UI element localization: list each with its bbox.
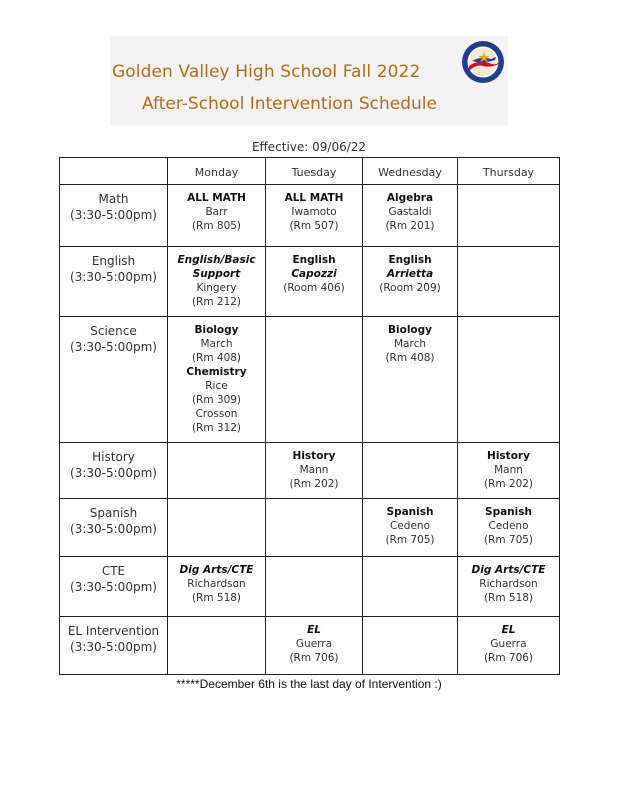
course-detail: Guerra (295, 638, 333, 650)
schedule-cell (266, 617, 363, 675)
course-detail: (Rm 408) (191, 352, 242, 364)
column-header-thursday: Thursday (458, 158, 560, 185)
subject-cell (60, 317, 168, 443)
course-title: Biology (194, 324, 239, 336)
course-detail: Mann (494, 464, 523, 476)
table-row (60, 617, 560, 675)
course-detail: Kingery (196, 282, 237, 294)
course-title: Spanish (386, 506, 434, 518)
subject-cell (60, 185, 168, 247)
subject-name: EL Intervention (67, 624, 160, 638)
schedule-cell (363, 317, 458, 443)
course-detail: Richardson (479, 578, 538, 590)
schedule-cell (363, 185, 458, 247)
schedule-cell (363, 499, 458, 557)
schedule-cell (363, 557, 458, 617)
course-detail: (Rm 202) (289, 478, 339, 490)
schedule-cell (458, 247, 560, 317)
footnote: *****December 6th is the last day of Intervention :) (176, 677, 442, 691)
course-teacher: Capozzi (291, 268, 337, 280)
course-detail: (Rm 518) (483, 592, 534, 604)
subject-name: CTE (101, 564, 126, 578)
subject-time: (3:30-5:00pm) (70, 522, 157, 536)
course-detail: March (200, 338, 233, 350)
course-title: Algebra (386, 192, 434, 204)
course-detail: Mann (299, 464, 329, 476)
table-row (60, 185, 560, 247)
schedule-cell (363, 247, 458, 317)
course-title: Dig Arts/CTE (179, 564, 254, 576)
schedule-cell (168, 185, 266, 247)
page-subtitle: After-School Intervention Schedule (142, 94, 437, 114)
schedule-cell (458, 317, 560, 443)
course-detail: (Rm 705) (385, 534, 435, 546)
schedule-cell (168, 317, 266, 443)
school-logo-icon (461, 40, 505, 84)
schedule-cell (363, 443, 458, 499)
course-detail: (Rm 312) (191, 422, 242, 434)
schedule-cell (168, 617, 266, 675)
course-detail: Cedeno (488, 520, 529, 532)
course-detail: (Rm 309) (191, 394, 242, 406)
course-title: History (487, 450, 530, 462)
subject-time: (3:30-5:00pm) (70, 580, 157, 594)
table-row (60, 499, 560, 557)
subject-cell (60, 247, 168, 317)
course-title: Dig Arts/CTE (471, 564, 546, 576)
course-detail: (Rm 518) (191, 592, 242, 604)
table-row (60, 557, 560, 617)
course-detail: (Room 209) (379, 282, 441, 294)
schedule-cell (168, 247, 266, 317)
course-detail: Guerra (490, 638, 527, 650)
subject-cell (60, 499, 168, 557)
course-title: History (292, 450, 336, 462)
course-detail: (Rm 507) (289, 220, 339, 232)
course-detail: (Rm 212) (191, 296, 242, 308)
course-detail: (Room 406) (283, 282, 345, 294)
subject-time: (3:30-5:00pm) (70, 270, 157, 284)
course-detail: Cedeno (390, 520, 430, 532)
course-title: English (388, 254, 432, 266)
schedule-cell (458, 443, 560, 499)
course-detail: (Rm 706) (483, 652, 534, 664)
course-detail: (Rm 201) (385, 220, 435, 232)
course-title: English (292, 254, 336, 266)
schedule-table (59, 157, 560, 675)
subject-time: (3:30-5:00pm) (70, 340, 157, 354)
subject-time: (3:30-5:00pm) (70, 640, 157, 654)
course-title: Biology (388, 324, 432, 336)
course-title: EL (307, 624, 321, 636)
course-detail: (Rm 805) (191, 220, 242, 232)
schedule-cell (168, 557, 266, 617)
course-title: ALL MATH (284, 192, 344, 204)
course-detail: (Rm 202) (483, 478, 534, 490)
course-teacher: Arrietta (386, 268, 434, 280)
schedule-cell (266, 557, 363, 617)
course-title: EL (501, 624, 516, 636)
course-detail: Rice (205, 380, 228, 392)
course-detail: Barr (205, 206, 228, 218)
schedule-cell (458, 499, 560, 557)
header-corner-cell (60, 158, 168, 185)
table-row (60, 443, 560, 499)
subject-time: (3:30-5:00pm) (70, 208, 157, 222)
table-header-row (60, 158, 560, 185)
course-detail: (Rm 706) (289, 652, 339, 664)
schedule-cell (168, 499, 266, 557)
table-row (60, 247, 560, 317)
course-title: Spanish (485, 506, 532, 518)
schedule-cell (266, 499, 363, 557)
schedule-cell (363, 617, 458, 675)
subject-name: Math (98, 192, 129, 206)
subject-cell (60, 617, 168, 675)
schedule-cell (266, 317, 363, 443)
subject-cell (60, 557, 168, 617)
course-detail: Richardson (187, 578, 246, 590)
course-title: Chemistry (186, 366, 247, 378)
effective-date: Effective: 09/06/22 (251, 140, 367, 154)
subject-name: History (92, 450, 135, 464)
course-detail: (Rm 705) (483, 534, 534, 546)
schedule-cell (266, 247, 363, 317)
page-title: Golden Valley High School Fall 2022 (112, 62, 421, 82)
course-detail: Iwamoto (291, 206, 337, 218)
course-detail: Crosson (195, 408, 238, 420)
column-header-monday: Monday (168, 158, 266, 185)
course-detail: March (393, 338, 426, 350)
schedule-cell (168, 443, 266, 499)
schedule-cell (458, 617, 560, 675)
schedule-cell (266, 185, 363, 247)
course-detail: Gastaldi (388, 206, 432, 218)
schedule-cell (458, 557, 560, 617)
schedule-cell (266, 443, 363, 499)
subject-cell (60, 443, 168, 499)
course-detail: (Rm 408) (385, 352, 435, 364)
column-header-tuesday: Tuesday (266, 158, 363, 185)
subject-name: Science (90, 324, 137, 338)
course-title: English/Basic Support (177, 254, 256, 280)
subject-name: English (91, 254, 136, 268)
table-row (60, 317, 560, 443)
subject-name: Spanish (89, 506, 138, 520)
schedule-cell (458, 185, 560, 247)
subject-time: (3:30-5:00pm) (70, 466, 157, 480)
column-header-wednesday: Wednesday (363, 158, 458, 185)
course-title: ALL MATH (187, 192, 246, 204)
